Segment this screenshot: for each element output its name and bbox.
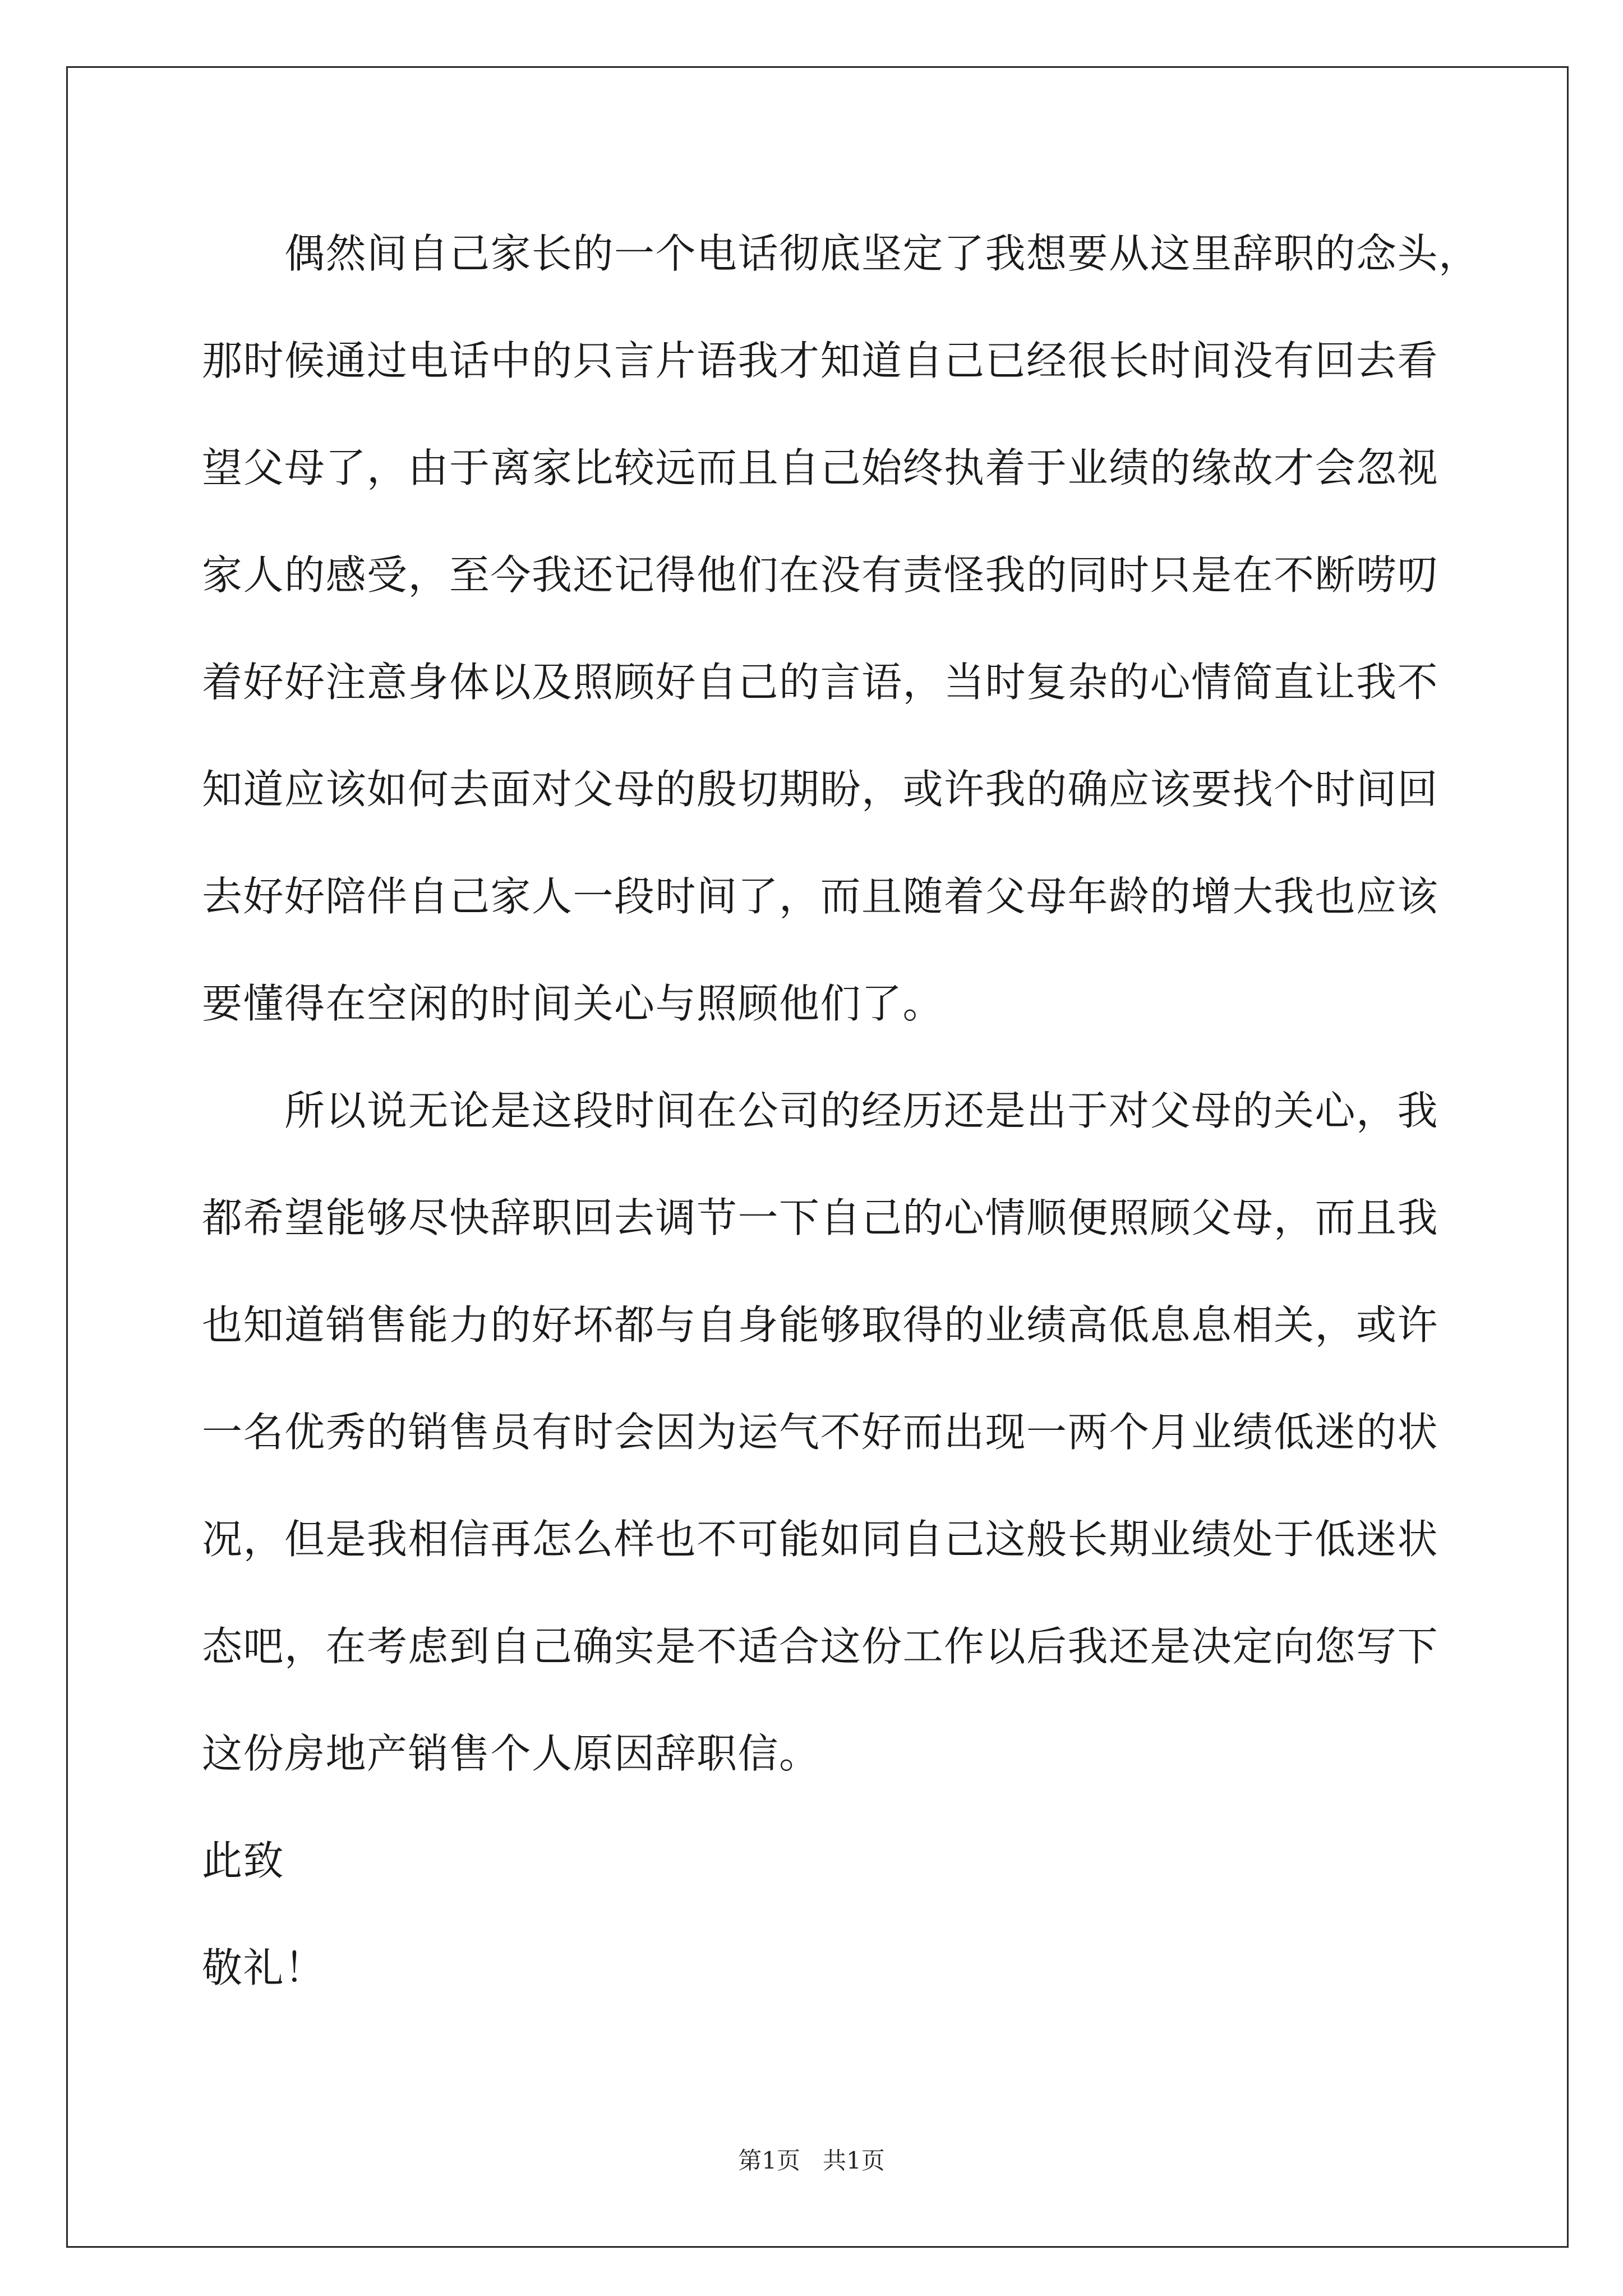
paragraph-1 bbox=[202, 200, 1548, 1057]
text-line: 一名优秀的销售员有时会因为运气不好而出现一两个月业绩低迷的状 bbox=[202, 1409, 1439, 1456]
text-line: 都希望能够尽快辞职回去调节一下自己的心情顺便照顾父母，而且我 bbox=[202, 1194, 1439, 1241]
text-line: 况，但是我相信再怎么样也不可能如同自己这般长期业绩处于低迷状 bbox=[202, 1516, 1439, 1563]
text-line: 也知道销售能力的好坏都与自身能够取得的业绩高低息息相关，或许 bbox=[202, 1301, 1439, 1349]
document-body bbox=[202, 200, 1548, 2022]
text-line: 要懂得在空闲的时间关心与照顾他们了。 bbox=[202, 980, 944, 1027]
text-line: 家人的感受，至今我还记得他们在没有责怪我的同时只是在不断唠叨 bbox=[202, 551, 1439, 599]
text-line: 知道应该如何去面对父母的殷切期盼，或许我的确应该要找个时间回 bbox=[202, 766, 1439, 813]
closing-regards: 敬礼！ bbox=[202, 1944, 326, 1991]
text-line: 偶然间自己家长的一个电话彻底坚定了我想要从这里辞职的念头， bbox=[284, 230, 1480, 277]
text-line: 这份房地产销售个人原因辞职信。 bbox=[202, 1730, 820, 1777]
text-line: 望父母了，由于离家比较远而且自己始终执着于业绩的缘故才会忽视 bbox=[202, 444, 1439, 491]
text-line: 着好好注意身体以及照顾好自己的言语，当时复杂的心情简直让我不 bbox=[202, 659, 1439, 706]
text-line: 去好好陪伴自己家人一段时间了，而且随着父母年龄的增大我也应该 bbox=[202, 873, 1439, 920]
text-line: 那时候通过电话中的只言片语我才知道自己已经很长时间没有回去看 bbox=[202, 337, 1439, 384]
page-footer: 第1页 共1页 bbox=[738, 2147, 885, 2174]
closing-salutation: 此致 bbox=[202, 1837, 285, 1884]
paragraph-2 bbox=[202, 1057, 1548, 1807]
text-line: 所以说无论是这段时间在公司的经历还是出于对父母的关心，我 bbox=[284, 1087, 1439, 1134]
text-line: 态吧，在考虑到自己确实是不适合这份工作以后我还是决定向您写下 bbox=[202, 1623, 1439, 1670]
